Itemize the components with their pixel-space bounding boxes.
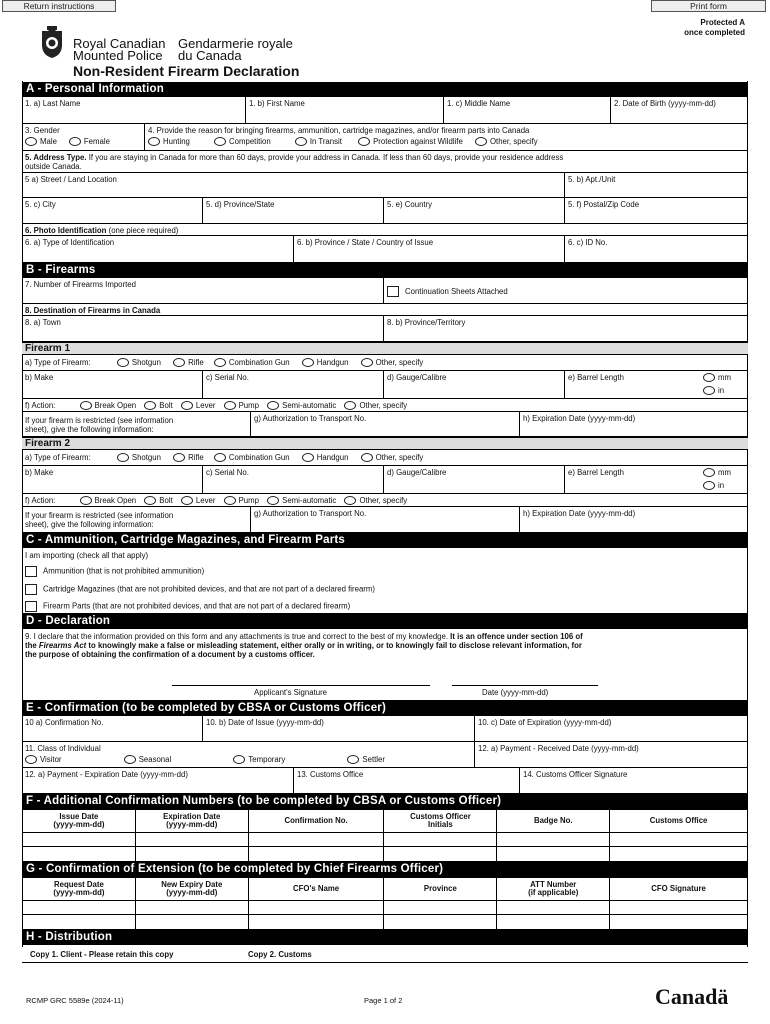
signature-label: Applicant's Signature	[254, 688, 328, 697]
col-new-expiry: New Expiry Date (yyyy-mm-dd)	[135, 878, 248, 901]
payment-received-field[interactable]: 12. a) Payment - Received Date (yyyy-mm-dd)	[478, 744, 639, 753]
payment-row	[22, 768, 748, 794]
rcmp-crest-icon	[38, 25, 66, 59]
reason-cell: 4. Provide the reason for bringing firearms, ammunition, cartridge magazines, and/or firearm parts into Canada Hunting Competition In Transit Protection against Wildlife Other, specify	[148, 126, 538, 146]
return-instructions-button[interactable]: Return instructions	[2, 0, 116, 12]
f2-pump-radio[interactable]	[224, 496, 236, 505]
seasonal-radio[interactable]	[124, 755, 136, 764]
firearm-2-header: Firearm 2	[22, 437, 748, 450]
f2-serial-field[interactable]: c) Serial No.	[203, 466, 384, 493]
f2-in-radio[interactable]	[703, 481, 715, 490]
apt-field[interactable]: 5. b) Apt./Unit	[568, 175, 616, 184]
f1-break-open-radio[interactable]	[80, 401, 92, 410]
first-name-field[interactable]: 1. b) First Name	[246, 97, 444, 123]
continuation-cell: Continuation Sheets Attached	[384, 278, 748, 303]
class-cell: 11. Class of Individual Visitor Seasonal Temporary Settler	[22, 742, 475, 767]
col-badge-no: Badge No.	[497, 810, 610, 833]
f2-other-action-radio[interactable]	[344, 496, 356, 505]
f1-expiry-field[interactable]: h) Expiration Date (yyyy-mm-dd)	[523, 414, 636, 423]
f2-other-type-radio[interactable]	[361, 453, 373, 462]
name-row	[22, 97, 748, 124]
col-province: Province	[384, 878, 497, 901]
f2-expiry-field[interactable]: h) Expiration Date (yyyy-mm-dd)	[523, 509, 636, 518]
id-row	[22, 236, 748, 263]
continuation-checkbox[interactable]	[387, 286, 399, 297]
org-name-en: Royal Canadian Mounted Police	[73, 36, 166, 63]
firearm-1-type-row: a) Type of Firearm: Shotgun Rifle Combination Gun Handgun Other, specify	[22, 355, 748, 371]
f1-restricted-note: If your firearm is restricted (see information sheet), give the following information:	[22, 412, 251, 436]
wildlife-radio[interactable]	[358, 137, 370, 146]
destination-row: 8. Destination of Firearms in Canada	[22, 304, 748, 316]
visitor-radio[interactable]	[25, 755, 37, 764]
gender-reason-row	[22, 124, 748, 151]
col-request-date: Request Date (yyyy-mm-dd)	[23, 878, 136, 901]
page-number: Page 1 of 2	[364, 996, 403, 1005]
f2-bolt-radio[interactable]	[144, 496, 156, 505]
confirmation-row	[22, 716, 748, 742]
f1-lever-radio[interactable]	[181, 401, 193, 410]
firearm-1-action-row: f) Action: Break Open Bolt Lever Pump Semi-automatic Other, specify	[22, 399, 748, 412]
signature-line[interactable]	[172, 685, 430, 686]
col-officer-initials: Customs Officer Initials	[384, 810, 497, 833]
section-g-header: G - Confirmation of Extension (to be completed by Chief Firearms Officer)	[22, 862, 748, 877]
table-row[interactable]	[23, 915, 748, 930]
copy-1-label: Copy 1. Client - Please retain this copy	[30, 950, 174, 959]
firearm-2-type-row: a) Type of Firearm: Shotgun Rifle Combination Gun Handgun Other, specify	[22, 450, 748, 466]
f1-bolt-radio[interactable]	[144, 401, 156, 410]
extension-table	[22, 877, 748, 930]
in-transit-radio[interactable]	[295, 137, 307, 146]
f2-auth-field[interactable]: g) Authorization to Transport No.	[251, 507, 520, 532]
cartridge-magazines-checkbox[interactable]	[25, 584, 37, 595]
declaration-block: 9. I declare that the information provided on this form and any attachments is true and correct to the best of my knowledge. It is an offence under section 106 of the Firearms Act to knowingly make a false or misleading statement, either orally or in writing, or to knowingly fail to disclose relevant information, for the purpose of obtaining the confirmation of a document by a customs officer. Applicant's Signature Date (yyyy-mm-dd)	[22, 629, 748, 701]
issue-date-field[interactable]: 10. b) Date of Issue (yyyy-mm-dd)	[203, 716, 475, 741]
postal-field[interactable]: 5. f) Postal/Zip Code	[568, 200, 640, 209]
f1-barrel-field[interactable]: e) Barrel Length mm in	[568, 373, 731, 395]
firearm-1-restricted-row	[22, 412, 748, 437]
settler-radio[interactable]	[347, 755, 359, 764]
town-field[interactable]: 8. a) Town	[22, 316, 384, 341]
id-type-field[interactable]: 6. a) Type of Identification	[22, 236, 294, 262]
f2-semi-auto-radio[interactable]	[267, 496, 279, 505]
f1-semi-auto-radio[interactable]	[267, 401, 279, 410]
ammunition-block: I am importing (check all that apply) Ammunition (that is not prohibited ammunition) Cartridge Magazines (that are not prohibited devices, and that are not part of a declared firearm) Firearm Parts (that are not prohibited devices, and that are not part of a declared firearm)	[22, 548, 748, 614]
f2-lever-radio[interactable]	[181, 496, 193, 505]
firearm-parts-checkbox[interactable]	[25, 601, 37, 612]
street-field[interactable]: 5 a) Street / Land Location	[22, 173, 565, 197]
other-reason-radio[interactable]	[475, 137, 487, 146]
officer-signature-field[interactable]: 14. Customs Officer Signature	[523, 770, 628, 779]
print-form-button[interactable]: Print form	[651, 0, 766, 12]
city-field[interactable]: 5. c) City	[22, 198, 203, 223]
town-row	[22, 316, 748, 342]
male-radio[interactable]	[25, 137, 37, 146]
table-row[interactable]	[23, 847, 748, 862]
date-label: Date (yyyy-mm-dd)	[482, 688, 549, 697]
city-row	[22, 198, 748, 224]
f2-restricted-note: If your firearm is restricted (see information sheet), give the following information:	[22, 507, 251, 532]
f1-mm-radio[interactable]	[703, 373, 715, 382]
photo-id-row: 6. Photo Identification (one piece required)	[22, 224, 748, 236]
col-confirmation-no: Confirmation No.	[248, 810, 384, 833]
firearm-2-make-row	[22, 466, 748, 494]
class-row	[22, 742, 748, 768]
col-expiration-date: Expiration Date (yyyy-mm-dd)	[135, 810, 248, 833]
f2-handgun-radio[interactable]	[302, 453, 314, 462]
confirmation-no-field[interactable]: 10 a) Confirmation No.	[22, 716, 203, 741]
f1-shotgun-radio[interactable]	[117, 358, 129, 367]
gender-cell: 3. Gender Male Female	[22, 124, 145, 150]
firearm-count-row	[22, 278, 748, 304]
canada-wordmark: Canadä	[655, 984, 729, 1009]
section-h-header: H - Distribution	[22, 930, 748, 945]
firearm-2-restricted-row	[22, 507, 748, 533]
ammunition-checkbox[interactable]	[25, 566, 37, 577]
f1-combination-radio[interactable]	[214, 358, 226, 367]
f1-in-radio[interactable]	[703, 386, 715, 395]
org-name-fr: Gendarmerie royale du Canada	[178, 36, 293, 63]
f1-rifle-radio[interactable]	[173, 358, 185, 367]
table-row[interactable]	[23, 833, 748, 847]
id-number-field[interactable]: 6. c) ID No.	[568, 238, 608, 247]
destination-province-field[interactable]: 8. b) Province/Territory	[387, 318, 466, 327]
middle-name-field[interactable]: 1. c) Middle Name	[444, 97, 611, 123]
copy-2-label: Copy 2. Customs	[248, 950, 312, 959]
f2-gauge-field[interactable]: d) Gauge/Calibre	[384, 466, 565, 493]
dob-field[interactable]: 2. Date of Birth (yyyy-mm-dd)	[614, 99, 716, 108]
section-d-header: D - Declaration	[22, 614, 748, 629]
female-radio[interactable]	[69, 137, 81, 146]
street-row	[22, 173, 748, 198]
col-customs-office: Customs Office	[610, 810, 748, 833]
firearm-1-header: Firearm 1	[22, 342, 748, 355]
temporary-radio[interactable]	[233, 755, 245, 764]
f1-other-action-radio[interactable]	[344, 401, 356, 410]
f2-combination-radio[interactable]	[214, 453, 226, 462]
firearm-count-field[interactable]: 7. Number of Firearms Imported	[22, 278, 384, 303]
section-c-header: C - Ammunition, Cartridge Magazines, and Firearm Parts	[22, 533, 748, 548]
f2-break-open-radio[interactable]	[80, 496, 92, 505]
distribution-row	[22, 945, 748, 963]
f1-handgun-radio[interactable]	[302, 358, 314, 367]
f1-other-type-radio[interactable]	[361, 358, 373, 367]
date-line[interactable]	[452, 685, 598, 686]
col-issue-date: Issue Date (yyyy-mm-dd)	[23, 810, 136, 833]
hunting-radio[interactable]	[148, 137, 160, 146]
section-a-header: A - Personal Information	[22, 82, 748, 97]
additional-confirmation-table	[22, 809, 748, 862]
firearm-1-make-row	[22, 371, 748, 399]
section-e-header: E - Confirmation (to be completed by CBSA or Customs Officer)	[22, 701, 748, 716]
protected-label: Protected A once completed	[684, 18, 745, 37]
f2-mm-radio[interactable]	[703, 468, 715, 477]
col-cfo-signature: CFO Signature	[610, 878, 748, 901]
f2-barrel-field[interactable]: e) Barrel Length mm in	[568, 468, 731, 490]
col-att-number: ATT Number (if applicable)	[497, 878, 610, 901]
col-cfo-name: CFO's Name	[248, 878, 384, 901]
f2-shotgun-radio[interactable]	[117, 453, 129, 462]
f1-pump-radio[interactable]	[224, 401, 236, 410]
f2-make-field[interactable]: b) Make	[22, 466, 203, 493]
competition-radio[interactable]	[214, 137, 226, 146]
payment-expiration-field[interactable]: 12. a) Payment - Expiration Date (yyyy-mm-dd)	[22, 768, 294, 793]
last-name-field[interactable]: 1. a) Last Name	[22, 97, 246, 123]
country-field[interactable]: 5. e) Country	[384, 198, 565, 223]
id-province-field[interactable]: 6. b) Province / State / Country of Issue	[294, 236, 565, 262]
section-f-header: F - Additional Confirmation Numbers (to be completed by CBSA or Customs Officer)	[22, 794, 748, 809]
customs-office-field[interactable]: 13. Customs Office	[294, 768, 520, 793]
f1-serial-field[interactable]: c) Serial No.	[203, 371, 384, 398]
f1-gauge-field[interactable]: d) Gauge/Calibre	[384, 371, 565, 398]
province-field[interactable]: 5. d) Province/State	[203, 198, 384, 223]
f1-auth-field[interactable]: g) Authorization to Transport No.	[251, 412, 520, 436]
f2-rifle-radio[interactable]	[173, 453, 185, 462]
form-title: Non-Resident Firearm Declaration	[73, 63, 300, 79]
table-row[interactable]	[23, 901, 748, 915]
section-b-header: B - Firearms	[22, 263, 748, 278]
address-type-row: 5. Address Type. If you are staying in Canada for more than 60 days, provide your address in Canada. If less than 60 days, provide your residence address outside Canada.	[22, 151, 748, 173]
f1-make-field[interactable]: b) Make	[22, 371, 203, 398]
firearm-2-action-row: f) Action: Break Open Bolt Lever Pump Semi-automatic Other, specify	[22, 494, 748, 507]
expiration-date-field[interactable]: 10. c) Date of Expiration (yyyy-mm-dd)	[478, 718, 612, 727]
form-code: RCMP GRC 5589e (2024-11)	[26, 996, 124, 1005]
